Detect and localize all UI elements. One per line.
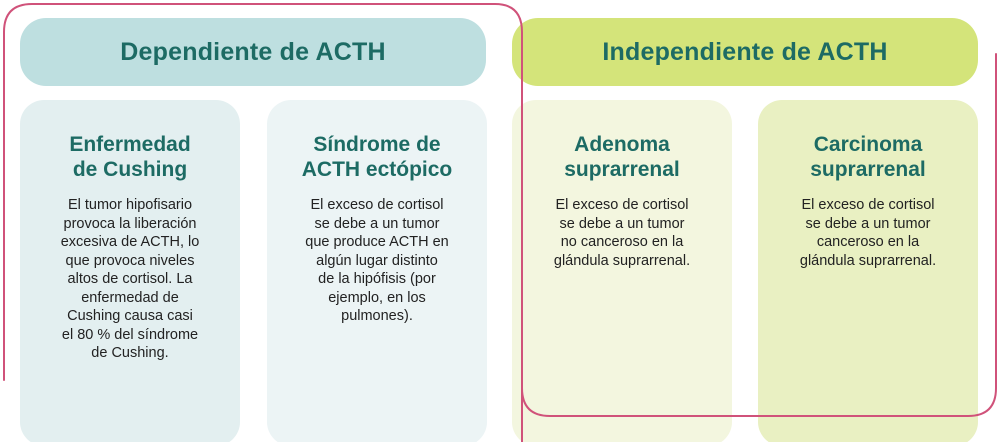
adrenal-carcinoma-card [758, 100, 978, 442]
card-title: Enfermedad de Cushing [69, 133, 191, 181]
card-description: El exceso de cortisol se debe a un tumor no canceroso en la glándula suprarrenal. [553, 197, 691, 269]
independent-acth-header [512, 18, 978, 86]
dependent-acth-header [20, 18, 486, 86]
card-description: El exceso de cortisol se debe a un tumor canceroso en la glándula suprarrenal. [799, 197, 937, 269]
adrenal-adenoma-card [512, 100, 732, 442]
card-title: Carcinoma suprarrenal [810, 133, 926, 181]
ectopic-acth-syndrome-card [267, 100, 487, 442]
dependent-acth-header-label: Dependiente de ACTH [120, 37, 386, 66]
cushing-disease-card [20, 100, 240, 442]
independent-acth-header-label: Independiente de ACTH [602, 37, 888, 66]
card-description: El tumor hipofisario provoca la liberación excesiva de ACTH, lo que provoca niveles altos de cortisol. La enfermedad de Cushing causa casi el 80 % del síndrome de Cushing. [60, 197, 200, 361]
card-title: Síndrome de ACTH ectópico [301, 133, 453, 181]
card-description: El exceso de cortisol se debe a un tumor que produce ACTH en algún lugar distinto de la hipófisis (por ejemplo, en los pulmones). [305, 197, 449, 324]
card-title: Adenoma suprarrenal [564, 133, 680, 181]
